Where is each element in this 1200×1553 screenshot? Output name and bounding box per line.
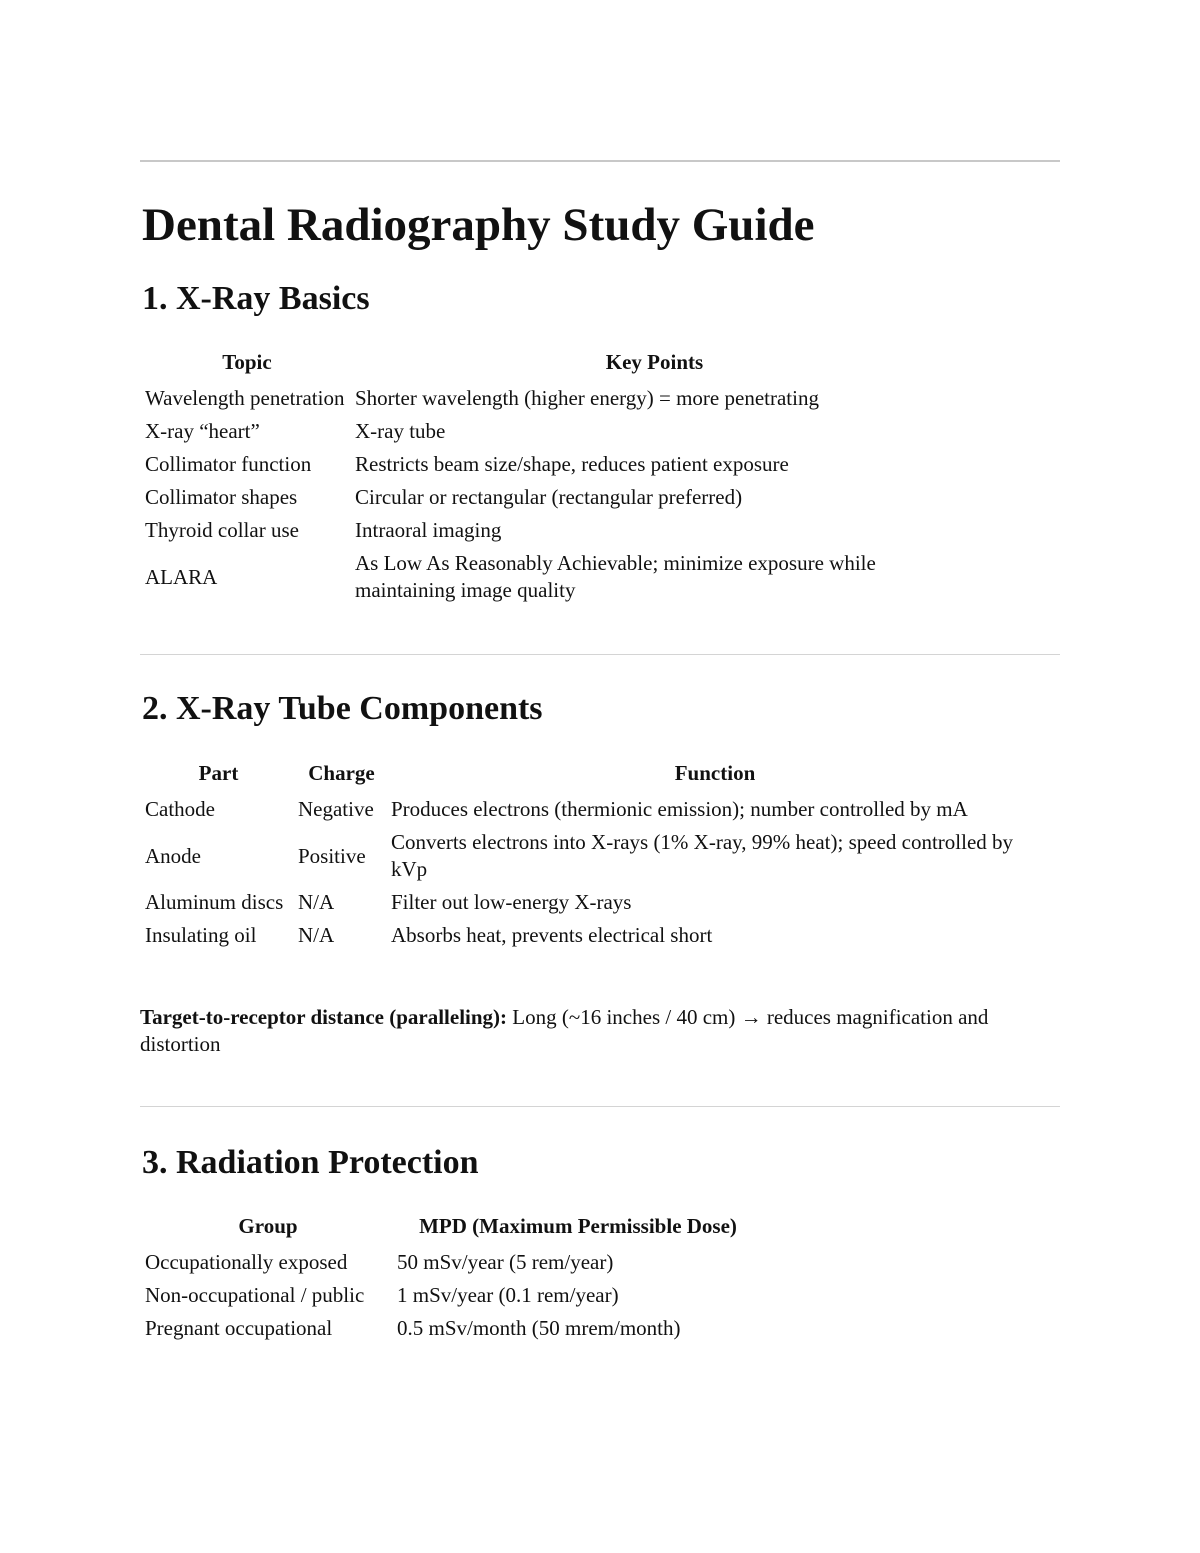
xray-basics-table <box>142 349 957 607</box>
charge-cell: N/A <box>298 923 335 947</box>
radiation-protection-table <box>142 1213 762 1345</box>
function-cell: Absorbs heat, prevents electrical short <box>391 923 713 947</box>
charge-cell: Negative <box>298 797 374 821</box>
table-row <box>142 1246 762 1279</box>
column-header-charge: Charge <box>308 761 375 785</box>
part-cell: Cathode <box>145 797 215 821</box>
column-header-group: Group <box>238 1214 298 1238</box>
mpd-cell: 50 mSv/year (5 rem/year) <box>397 1250 614 1274</box>
part-cell: Anode <box>145 843 201 868</box>
section-divider <box>140 654 1060 655</box>
table-header-row <box>142 760 1042 793</box>
topic-cell: Collimator shapes <box>145 485 298 509</box>
group-cell: Non-occupational / public <box>145 1283 365 1307</box>
mpd-cell: 1 mSv/year (0.1 rem/year) <box>397 1283 619 1307</box>
table-header-row <box>142 1213 762 1246</box>
column-header-part: Part <box>198 761 239 785</box>
page-title: Dental Radiography Study Guide <box>142 199 815 251</box>
key-points-cell: Restricts beam size/shape, reduces patient exposure <box>355 452 789 476</box>
column-header-mpd: MPD (Maximum Permissible Dose) <box>419 1214 737 1238</box>
function-cell: Filter out low-energy X-rays <box>391 890 632 914</box>
key-points-cell: Intraoral imaging <box>355 518 502 542</box>
charge-cell: Positive <box>298 843 366 868</box>
key-points-cell: As Low As Reasonably Achievable; minimize exposure while maintaining image quality <box>355 551 876 602</box>
table-row <box>142 415 957 448</box>
section-heading-xray-basics: 1. X-Ray Basics <box>142 280 370 317</box>
table-row <box>142 1279 762 1312</box>
table-row <box>142 382 957 415</box>
part-cell: Insulating oil <box>145 923 257 947</box>
column-header-topic: Topic <box>222 350 272 374</box>
topic-cell: Thyroid collar use <box>145 518 299 542</box>
mpd-cell: 0.5 mSv/month (50 mrem/month) <box>397 1316 681 1340</box>
table-row <box>142 919 1042 952</box>
topic-cell: X-ray “heart” <box>145 419 260 443</box>
table-row <box>142 826 1042 886</box>
function-cell: Converts electrons into X-rays (1% X-ray, 99% heat); speed controlled by kVp <box>391 830 1014 881</box>
table-row <box>142 448 957 481</box>
group-cell: Pregnant occupational <box>145 1316 333 1340</box>
distance-note-text: Long (~16 inches / 40 cm) → reduces magnification and distortion <box>140 1005 989 1056</box>
group-cell: Occupationally exposed <box>145 1250 348 1274</box>
table-row <box>142 514 957 547</box>
part-cell: Aluminum discs <box>145 890 284 914</box>
distance-note <box>140 1004 1065 1058</box>
table-row <box>142 481 957 514</box>
topic-cell: Wavelength penetration <box>145 386 345 410</box>
key-points-cell: Circular or rectangular (rectangular preferred) <box>355 485 743 509</box>
table-header-row <box>142 349 957 382</box>
column-header-function: Function <box>674 761 756 785</box>
section-heading-tube-components: 2. X-Ray Tube Components <box>142 690 543 727</box>
table-row <box>142 793 1042 826</box>
distance-note-label: Target-to-receptor distance (paralleling): <box>140 1005 508 1029</box>
table-row <box>142 886 1042 919</box>
top-divider <box>140 160 1060 162</box>
tube-components-table <box>142 760 1042 952</box>
function-cell: Produces electrons (thermionic emission); number controlled by mA <box>391 797 968 821</box>
key-points-cell: X-ray tube <box>355 419 446 443</box>
section-divider <box>140 1106 1060 1107</box>
charge-cell: N/A <box>298 890 335 914</box>
topic-cell: ALARA <box>145 564 218 589</box>
column-header-key-points: Key Points <box>605 350 704 374</box>
table-row <box>142 1312 762 1345</box>
key-points-cell: Shorter wavelength (higher energy) = more penetrating <box>355 386 819 410</box>
topic-cell: Collimator function <box>145 452 312 476</box>
table-row <box>142 547 957 607</box>
section-heading-radiation-protection: 3. Radiation Protection <box>142 1144 479 1181</box>
